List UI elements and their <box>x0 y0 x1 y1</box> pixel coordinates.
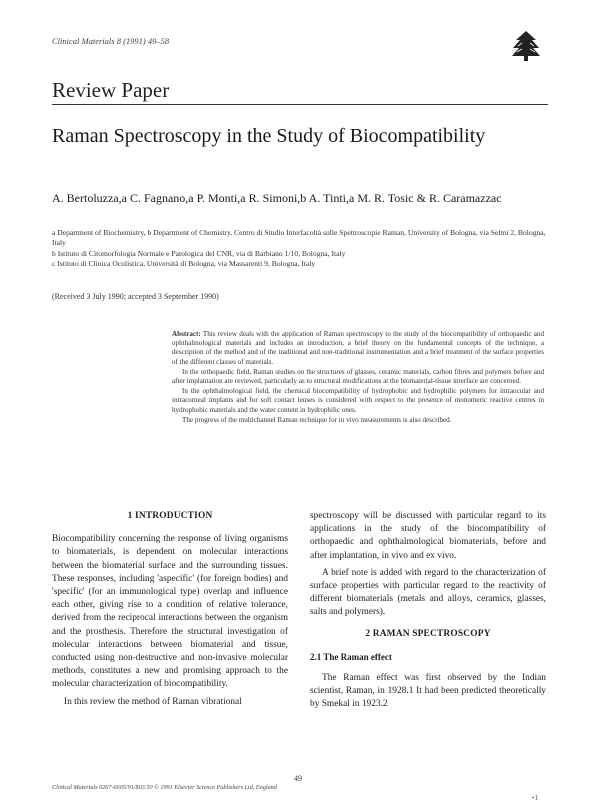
body-paragraph: Biocompatibility concerning the response of living organisms to biomaterials, is dependent on molecular interactions between the biomaterial surface and the surrounding tissues. These responses, including 'aspecific' (for foreign bodies) and 'specific' (for an immunological type) overlap and influence each other, giving rise to a condition of relative tolerance, derived from the reciprocal interactions between the organism and the prosthesis. Therefore the structural investigation of molecular interactions between biomaterial and tissue, conducted using non-destructive and non-invasive molecular methods, constitutes a new and promising approach to the molecular characterization of biocompatibility. <box>52 534 288 690</box>
abstract-text: This review deals with the application of Raman spectroscopy to the study of the biocompatibility of orthopaedic and ophthalmological materials and includes an introduction, a brief theory on the fundamental concepts of the technique, a description of the method and of the traditional and non-traditional instrumentation and a brief treatment of the surface properties of the different classes of materials. <box>172 330 544 366</box>
abstract-paragraph <box>172 330 544 367</box>
publisher-tree-logo-icon <box>508 28 544 64</box>
section-heading-introduction: 1 INTRODUCTION <box>127 511 213 521</box>
page-number: 49 <box>294 774 302 783</box>
body-paragraph: A brief note is added with regard to the characterization of surface properties with particular regard to the reactivity of different biomaterials (metals and alloys, ceramics, glasses, salts and polymers). <box>310 567 546 618</box>
abstract-paragraph: In the orthopaedic field, Raman studies on the structures of glasses, ceramic materials, carbon fibres and polymers before and after implantation are reviewed, particularly as to structural modifications at the biomaterial-tissue interface are concerned. <box>172 367 544 386</box>
subsection-heading-raman-effect: 2.1 The Raman effect <box>310 651 392 662</box>
body-paragraph: The Raman effect was first observed by the Indian scientist, Raman, in 1928.1 It had been predicted theoretically by Smekal in 1923.2 <box>310 673 546 710</box>
article-title: Raman Spectroscopy in the Study of Biocompatibility <box>52 125 486 147</box>
body-paragraph: spectroscopy will be discussed with particular regard to its applications in the study of the biocompatibility of orthopaedic and ophthalmological biomaterials, before and after implantation, in vivo and ex vivo. <box>310 511 546 561</box>
body-column-right <box>310 510 546 716</box>
body-paragraph: In this review the method of Raman vibrational <box>64 696 242 707</box>
header-rule <box>52 104 548 105</box>
body-column-left <box>52 510 288 713</box>
affiliation: a Department of Biochemistry, b Department of Chemistry, Centro di Studio Interfacoltà sulle Spettroscopie Raman, University of Bologna, via Selmi 2, Bologna, Italy <box>52 228 546 248</box>
publisher-imprint: Clinical Materials 0267-6605/91/$03.50 © 1991 Elsevier Science Publishers Ltd, England <box>52 784 277 791</box>
section-heading-raman-spectroscopy: 2 RAMAN SPECTROSCOPY <box>365 628 491 639</box>
author-list: A. Bertoluzza,a C. Fagnano,a P. Monti,a R. Simoni,b A. Tinti,a M. R. Tosic & R. Caramazzac <box>52 191 502 205</box>
affiliation: c Istituto di Clinica Oculistica, Università di Bologna, via Massarenti 9, Bologna, Italy <box>52 259 316 269</box>
journal-reference: Clinical Materials 8 (1991) 49–58 <box>52 36 170 46</box>
abstract-paragraph: The progress of the multichannel Raman technique for in vivo measurements is also described. <box>182 415 452 424</box>
section-type: Review Paper <box>52 78 170 102</box>
affiliations <box>52 228 552 270</box>
corner-mark: •1 <box>532 794 538 802</box>
abstract <box>172 330 544 426</box>
received-date: (Received 3 July 1990; accepted 3 September 1990) <box>52 292 219 301</box>
abstract-paragraph: In the ophthalmological field, the chemical biocompatibility of hydrophobic and hydrophilic polymers for intraocular and intracorneal implants and for soft contact lenses is considered with respect to the presence of monomeric reactive centres in hydrophobic materials and the water content in hydrophilic ones. <box>172 387 544 414</box>
abstract-label: Abstract: <box>172 330 201 338</box>
affiliation: b Istituto di Citomorfologia Normale e Patologica del CNR, via di Barbiano 1/10, Bologna, Italy <box>52 248 346 258</box>
